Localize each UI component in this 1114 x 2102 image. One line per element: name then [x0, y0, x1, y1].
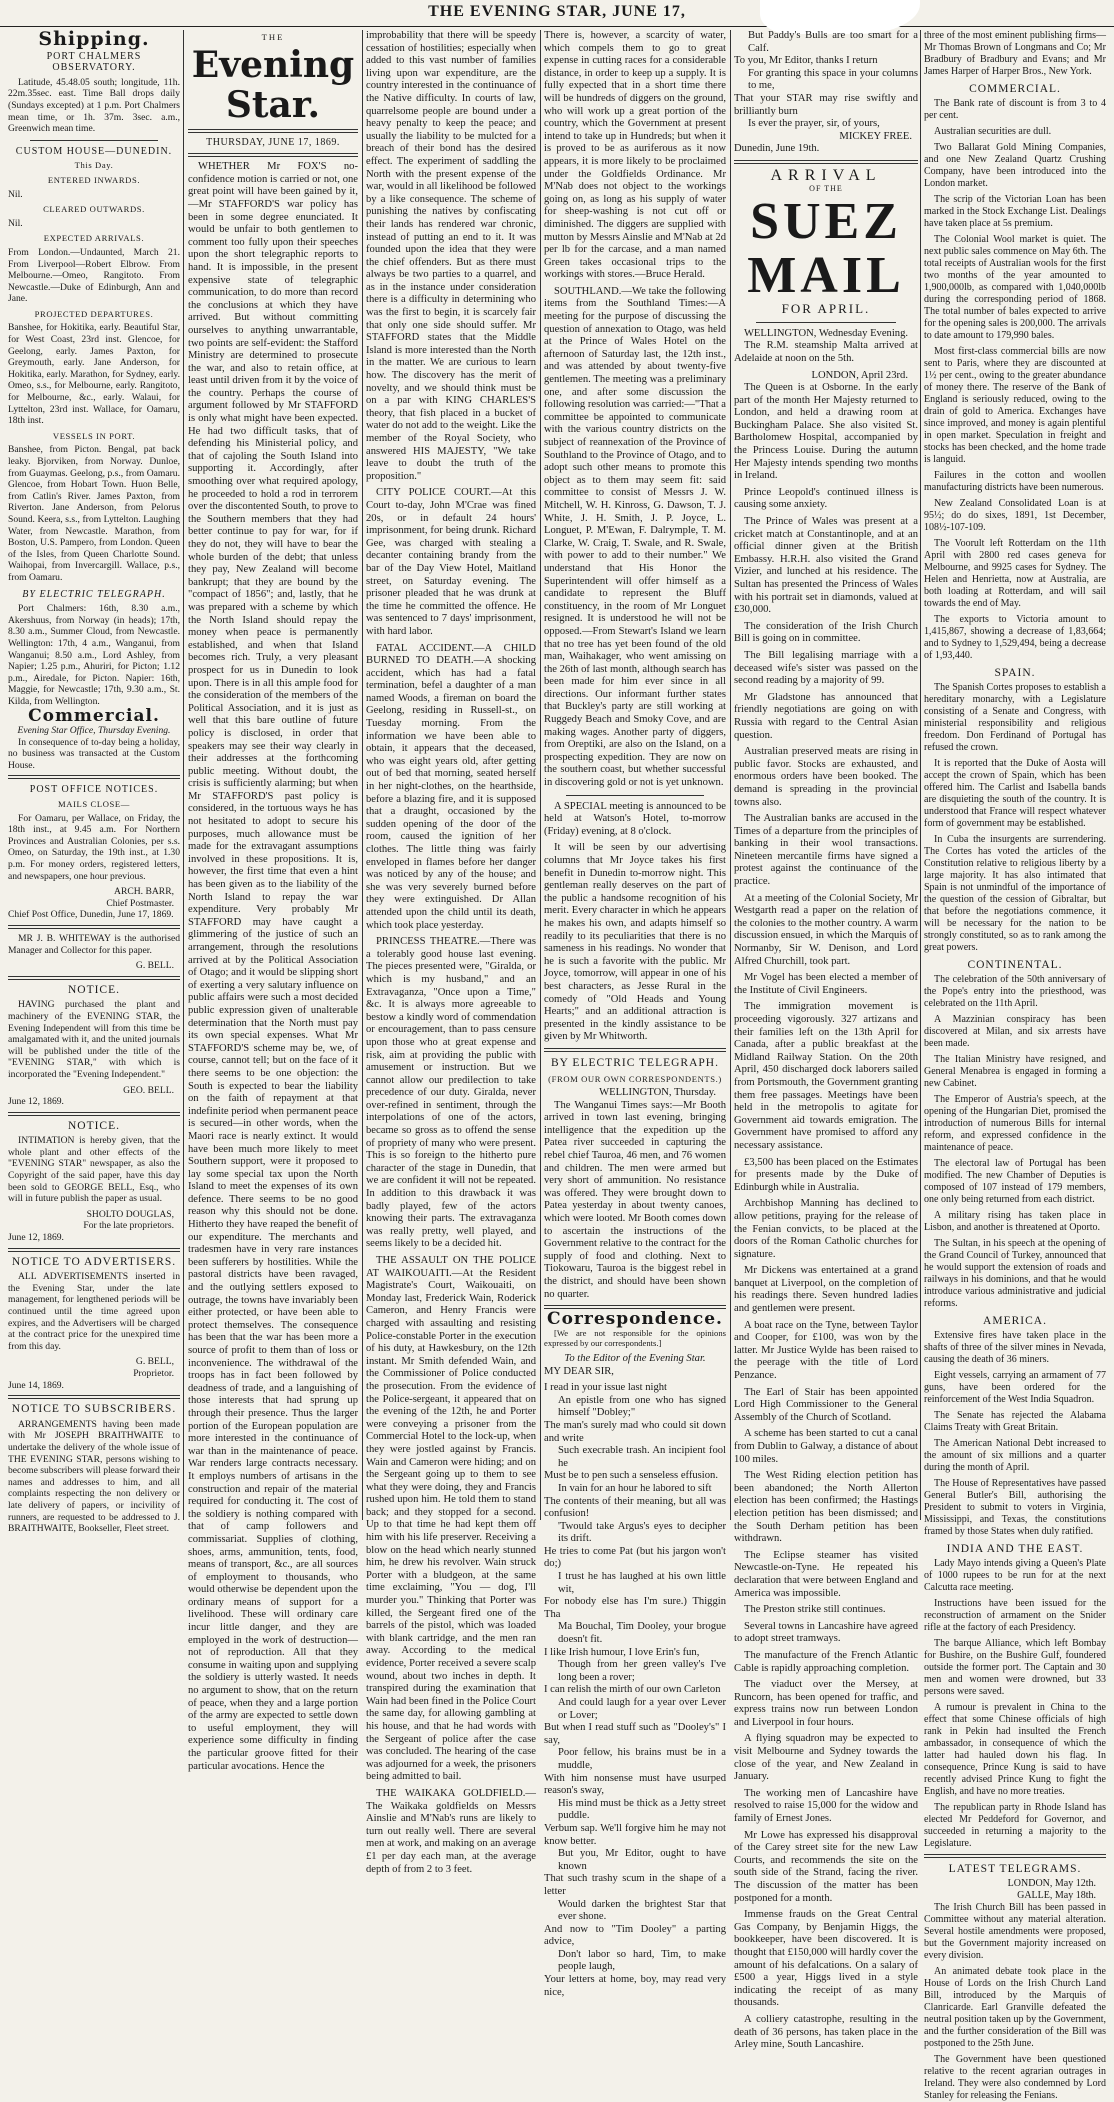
assault-text: —At the Resident Magistrate's Court, Waikouaiti, on Monday last, Frederick Wain, Roderick Cameron, and Henry Francis were charged with assaulting and resisting Police-constable Porter in the execution of his duty, at Hawkesbury, on the 12th instant. Mr Smith defended Wain, and the Commissioner of Police conducted the prosecution. From the evidence of the Police-sergeant, it appeared that on the evening of the 12th, he and Porter were conveying a prisoner from the Commercial Hotel to the lock-up, when they were jostled against by Francis. Wain and Cameron were hiding; and on the Sergeant going up to them to see what they were doing, they and Francis rushed upon him. He told them to stand back; and they stopped for a second. Up to that time he had kept them off him with his life preserver. Receiving a blow on the head which nearly stunned him, he drew his revolver. Wain struck Porter with a bludgeon, at the same time exclaiming, "You — dog, I'll murder you." Thinking that Porter was killed, the Sergeant fired one of the barrels of the pistol, which was loaded with blank cartridge, and the men ran away. According to the medical evidence, Porter received a severe scalp wound, about two inches in depth. It transpired during the examination that Wain had been fined in the Police Court the same day, for allowing gambling at his house, and that he had words with the Sergeant of police after the case was concluded. The hearing of the case was adjourned for a week, the prisoners being admitted to bail.: [366, 1267, 536, 1783]
newspaper-title: Evening Star.: [191, 43, 355, 126]
poem-line: I trust he has laughed at his own little wit,: [558, 1571, 726, 1595]
news-paragraph: A colliery catastrophe, resulting in the death of 36 persons, has taken place in the Arley mine, South Lancashire.: [734, 2013, 918, 2051]
fatal-accident-text: —A shocking accident, which has had a fatal termination, befel a daughter of a man named Woods, a fireman on board the Geelong, residing in Russell-st., on Tuesday morning. From the information we have been able to obtain, it appears that the deceased, who was eight years old, after getting out of bed that morning, seated herself in her night-clothes, on the hearthside, before a blazing fire, and it is supposed that a draught, occasioned by the sudden opening of the door of the room, caused the ignition of her clothes. The little thing was fairly enveloped in flames before her danger was noticed by any of the house; and she was very severely burned before they were extinguished. Dr Allan attended upon the child until its death, which took place yesterday.: [366, 655, 536, 931]
notice-1-date: June 12, 1869.: [8, 1096, 64, 1108]
waikaka-heading: THE WAIKAKA GOLDFIELD.: [376, 1787, 526, 1799]
poem-line: To you, Mr Editor, thanks I return: [734, 55, 878, 67]
news-paragraph: The exports to Victoria amount to 1,415,867, showing a decrease of 1,83,664; and to Sydney to 1,529,494, being a decrease of 1,93,440.: [924, 614, 1106, 661]
column-rule: [183, 30, 184, 1520]
poem-line: I can relish the mirth of our own Carleton: [544, 1684, 721, 1696]
poem-line: Verbum sap. We'll forgive him he may not know better.: [544, 1822, 726, 1847]
subscribers-heading: NOTICE TO SUBSCRIBERS.: [11, 1403, 177, 1416]
cleared-outwards-heading: CLEARED OUTWARDS.: [43, 204, 145, 215]
for-april: FOR APRIL.: [781, 301, 871, 317]
latest-dateline-london: LONDON, May 12th.: [1007, 1878, 1096, 1889]
notice-2-text: INTIMATION is hereby given, that the whole plant and other effects of the "EVENING STAR" newspaper, as also the Copyright of the said paper, have this day been sold to GEORGE BELL, Esq., who will in future publish the paper as usual.: [8, 1135, 180, 1205]
vessels-in-port-heading: VESSELS IN PORT.: [52, 430, 136, 441]
news-paragraph: The Preston strike still continues.: [744, 1604, 886, 1616]
notice-1-heading: NOTICE.: [67, 983, 121, 996]
news-paragraph: A boat race on the Tyne, between Taylor and Cooper, for £100, was won by the latter. Mr Justice Wylde has been raised to the peerage with the title of Lord Penzance.: [734, 1319, 918, 1382]
poem-line: I read in your issue last night: [544, 1382, 667, 1394]
poem-line: Must be to pen such a senseless effusion.: [544, 1470, 718, 1482]
news-paragraph: At a meeting of the Colonial Society, Mr Westgarth read a paper on the relation of the colonies to the mother country. A warm discussion ensued, in which the Marquis of Normanby, Sir W. Denison, and Lord Alfred Churchill, took part.: [734, 892, 918, 967]
column-news-correspondence: [544, 30, 727, 1998]
poem-line: An epistle from one who has signed himself "Dobley;": [558, 1394, 726, 1419]
column-rule: [920, 30, 921, 1520]
news-paragraph: The Senate has rejected the Alabama Claims Treaty with Great Britain.: [924, 1410, 1106, 1433]
torn-corner: [760, 0, 920, 34]
column-leader: [188, 30, 359, 1772]
news-paragraph: The Voorult left Rotterdam on the 11th April with 2800 red cases geneva for Melbourne, and 9925 cases for Sydney. The Helen and Henrietta, now at Australia, are both loading at Rotterdam, and will sail towards the end of May.: [924, 538, 1106, 609]
news-paragraph: Mr Vogel has been elected a member of the Institute of Civil Engineers.: [734, 972, 918, 996]
news-paragraph: A Mazzinian conspiracy has been discovered at Milan, and six arrests have been made.: [924, 1014, 1106, 1049]
poem-line: With him nonsense must have usurped reason's sway,: [544, 1772, 726, 1797]
news-paragraph: Mr Gladstone has announced that friendly negotiations are going on with Russia with regard to the Central Asian question.: [734, 691, 918, 741]
poem-line: Would darken the brightest Star that ever shone.: [558, 1898, 726, 1923]
poem-line: Poor fellow, his brains must be in a muddle,: [558, 1747, 726, 1771]
notice-1-text: HAVING purchased the plant and machinery of the EVENING STAR, the Evening Independent will from this time be amalgamated with it, and the united journals will be published under the title of the "EVENING STAR," with which is incorporated the "Evening Independent.": [8, 999, 180, 1080]
poem-line: His mind must be thick as a Jetty street puddle.: [558, 1797, 726, 1822]
entered-inwards-heading: ENTERED INWARDS.: [47, 174, 141, 185]
news-paragraph: The West Riding election petition has been abandoned; the North Allerton election has been confirmed; the Hastings election petition has been dismissed; and the South Derham petition has been withdrawn.: [734, 1470, 918, 1545]
poem-line: 'Twould take Argus's eyes to decipher its drift.: [558, 1520, 726, 1545]
telegraph-subheading: (FROM OUR OWN CORRESPONDENTS.): [548, 1073, 722, 1084]
poem-line: That your STAR may rise swiftly and brilliantly burn: [734, 92, 918, 117]
correspondence-note: [We are not responsible for the opinions expressed by our correspondents.]: [544, 1327, 726, 1349]
poem-line: For granting this space in your columns to me,: [748, 67, 918, 92]
news-paragraph: The Sultan, in his speech at the opening of the Grand Council of Turkey, announced that he would support the extension of roads and railways in his dominions, and that he would introduce various administrative and judicial reforms.: [924, 1238, 1106, 1309]
southland-heading: SOUTHLAND.: [554, 285, 622, 297]
poem-line: But Paddy's Bulls are too smart for a Calf.: [748, 30, 918, 54]
news-paragraph: An animated debate took place in the House of Lords on the Irish Church Land Bill, introduced by the Marquis of Clanricarde. Earl Granville defeated the neutral position taken up by the Government, and the further consideration of the Bill was postponed to the 25th June.: [924, 1966, 1106, 2049]
poem-line: Such execrable trash. An incipient fool he: [558, 1445, 726, 1469]
advertisers-text: ALL ADVERTISEMENTS inserted in the Evening Star, under the late management, for lengthened periods will be continued until the time agreed upon expires, and the Advertisers will be charged at the contract price for the unexpired time from this day.: [8, 1271, 180, 1352]
news-paragraph: Most first-class commercial bills are now sent to Paris, where they are discounted at 1½ per cent., owing to the greater abundance of money there. The reserve of the Bank of England is seriously reduced, owing to the drain of gold to America. Exchanges have since improved, and money is again plentiful in open market. Speculation in freight and stocks has been checked, and the home trade is languid.: [924, 346, 1106, 465]
notice-2-signature-title: For the late proprietors.: [83, 1220, 174, 1232]
news-paragraph: The electoral law of Portugal has been modified. The new Chamber of Deputies is composed of 107 instead of 179 members, one only being returned from each district.: [924, 1158, 1106, 1205]
latest-telegrams-heading: LATEST TELEGRAMS.: [948, 1863, 1082, 1875]
correspondence-poem: [544, 1382, 726, 1999]
advertisers-heading: NOTICE TO ADVERTISERS.: [11, 1255, 177, 1268]
news-paragraph: Several towns in Lancashire have agreed to adopt street tramways.: [734, 1620, 918, 1645]
news-paragraph: The Earl of Stair has been appointed Lord High Commissioner to the General Assembly of the Church of Scotland.: [734, 1386, 918, 1423]
spain-heading: SPAIN.: [994, 667, 1036, 679]
post-signature-title: Chief Postmaster.: [106, 897, 174, 909]
post-place: Chief Post Office, Dunedin, June 17, 1869.: [8, 909, 174, 921]
news-paragraph: Extensive fires have taken place in the shafts of three of the silver mines in Nevada, causing the death of 36 miners.: [924, 1330, 1106, 1365]
column-suez-mail: [734, 30, 918, 2051]
news-paragraph: The Spanish Cortes proposes to establish a hereditary monarchy, with a Legislature consisting of a Senate and Congress, with ministerial responsibility and religious freedom. Don Ferdinand of Portugal has refused the crown.: [924, 682, 1106, 753]
poem-line: The contents of their meaning, but all was confusion!: [544, 1495, 726, 1520]
poem-line: But when I read stuff such as "Dooley's" I say,: [544, 1722, 726, 1746]
post-signature: ARCH. BARR,: [114, 886, 174, 898]
poem-line: And now to "Tim Dooley" a parting advice,: [544, 1923, 726, 1948]
commercial-heading: COMMERCIAL.: [969, 83, 1061, 95]
advertisers-signature-title: Proprietor.: [133, 1367, 174, 1379]
america-heading: AMERICA.: [983, 1315, 1047, 1327]
news-paragraph: The Eclipse steamer has visited Newcastle-on-Tyne. He repeated his declaration that were between England and America was impossible.: [734, 1549, 918, 1599]
news-paragraph: The barque Alliance, which left Bombay for Bushire, on the Bushire Gulf, foundered outside the former port. The Captain and 30 men and women were drowned, but 33 persons were saved.: [924, 1638, 1106, 1697]
correspondence-to: To the Editor of the Evening Star.: [564, 1352, 706, 1364]
commercial-text: In consequence of to-day being a holiday, no business was transacted at the Custom House.: [8, 736, 180, 771]
leader-article: WHETHER Mr FOX'S no-confidence motion is carried or not, one great point will have been gained by it,—Mr STAFFORD'S war policy has been in some degree enunciated. It would be unfair to both gentlemen to comment too fully upon their speeches upon the short telegraphic reports to hand. It is impossible, in the present expensive state of telegraphic communication, to do more than record the conclusions at which they have arrived. But without committing ourselves to anything unwarrantable, two points are self-evident: the Stafford Ministry are determined to prosecute the war, and also to retain office, at least until driven from it by the voice of the country. Perhaps the course of argument followed by Mr STAFFORD is only what might have been expected. He had two difficult tasks, that of defending his Ministerial policy, and that of cajoling the South Island into supporting it. Accordingly, after smoothing over what required apology, he proceeded to hold a rod in terrorem over the discontented South, to prove to the Southern members that they had better continue to pay for war, for if they do not, they will have to bear the whole burden of the debt; that unless they pay, New Zealand will become bankrupt; that they are bound by the "compact of 1856"; and, lastly, that he was prepared with a scheme by which the North Island should repay the money when peace is permanently established, and when that Island becomes rich. Truly, a very pleasant prospect for us in Dunedin to look upon. There is in all this ample food for the consideration of the members of the Political Association, and it is just as well that this bare outline of future policy is disclosed, in order that speakers may see their way clearly in their addresses at the forthcoming public meeting. Without doubt, the crisis is sufficiently alarming; but when Mr STAFFORD'S past policy is considered, in the tortuous ways he has not hesitated to adopt to secure his purposes, much allowance must be made for the extravagant assumptions involved in these propositions. It is, however, the first time that even a hint has been given as to the liability of the North Island to repay the war expenditure. Very probably Mr STAFFORD may have caught a glimmering of the justice of such an arrangement, through the resolutions arrived at by the Political Association of Otago; and it would be slipping short of exerting a very salutary influence on public affairs were such a most decided public expression given of unalterable determination that the North must pay its own special expenses. What Mr STAFFORD'S scheme may be, we, of course, cannot tell; but on the face of it there seems to be one objection: the South is expected to bear the liability on the faith of repayment at that indefinite period when permanent peace is secured—in other words, when the Maori race is nearly extinct. It would have been much more likely to meet Southern support, were it proposed to lay some special tax upon the North Island to meet the expenses of its own defence. There seems to be no good reason why this should not be done. Hitherto they have reaped the benefit of our expenditure. The merchants and tradesmen have in very rare instances been sufferers by hostilities. While the pastoral districts have been ravaged, and the outlying settlers exposed to outrage, the towns have invariably been either protected, or have been able to protect themselves. The consequence has been that the war has been more a source of profit to them than of loss or inconvenience. The withdrawal of the troops has in fact been followed by deadness of trade, and a languishing of those interests that had sprung up through their presence. Thus the larger portion of the European population are more interested in the continuance of war than in the maintenance of peace. War renders large contracts necessary. It employs numbers of artisans in the construction and repair of the material required for conducting it. The cost of the soldiery is nothing compared with that of camp followers and commissariat. Supplies of clothing, shoes, arms, ammunition, tents, food, means of transport, &c., are all sources of employment to thousands, who would otherwise be dependent upon the ordinary means of support for a livelihood. These will ordinary care incur little danger, and they are employed in the work of destruction—not of reproduction. All that they consume in waiting upon and supplying the soldiery is utterly wasted. It needs no argument to show, that on the return of peace, when they and a large portion of the army are expected to settle down to useful employment, they will experience some difficulty in finding the particular groove fitted for their particular avocations. Hence the: [188, 161, 359, 1772]
subscribers-text: ARRANGEMENTS having been made with Mr JOSEPH BRAITHWAITE to undertake the delivery of the whole issue of THE EVENING STAR, persons wishing to become subscribers will please forward their names and addresses to him, and all complaints respecting the non delivery or late delivery of papers, or incivility of runners, are requested to be addressed to J. BRAITHWAITE, Bookseller, Fleet street.: [8, 1418, 180, 1535]
telegraph-place: WELLINGTON, Thursday.: [599, 1087, 716, 1099]
news-paragraph: Prince Leopold's continued illness is causing some anxiety.: [734, 486, 918, 511]
news-paragraph: A military rising has taken place in Lisbon, and another is threatened at Oporto.: [924, 1210, 1106, 1233]
telegraph-heading: BY ELECTRIC TELEGRAPH.: [551, 1056, 719, 1069]
advertisers-date: June 14, 1869.: [8, 1379, 64, 1391]
news-paragraph: The immigration movement is proceeding vigorously. 327 artizans and their families left on the 13th April for Canada, after a public breakfast at the Midland Railway Station. On the 20th April, 450 discharged dock laborers sailed from Portsmouth, the Government granting them free passages. Meetings have been held in the metropolis to agitate for Government aid towards emigration. The Government have promised to afford any necessary assistance.: [734, 1001, 918, 1151]
news-paragraph: Failures in the cotton and woollen manufacturing districts have been numerous.: [924, 470, 1106, 493]
poem-line: But you, Mr Editor, ought to have known: [558, 1848, 726, 1872]
poem-line: In vain for an hour he labored to sift: [558, 1482, 712, 1494]
commercial-office: Evening Star Office, Thursday Evening.: [17, 725, 171, 737]
news-paragraph: Archbishop Manning has declined to allow petitions, praying for the release of the Fenian convicts, to be placed at the doors of the Roman Catholic churches for signature.: [734, 1198, 918, 1260]
news-paragraph: Instructions have been issued for the reconstruction of armament on the Snider rifle at the factory of each Presidency.: [924, 1598, 1106, 1633]
news-paragraph: Australian securities are dull.: [934, 126, 1052, 137]
issue-date: THURSDAY, JUNE 17, 1869.: [206, 136, 340, 148]
poem-line: Your letters at home, boy, may read very nice,: [544, 1974, 726, 1998]
news-paragraph: The scrip of the Victorian Loan has been marked in the Stock Exchange List. Dealings have taken place at 5s premium.: [924, 194, 1106, 229]
expected-arrivals-heading: EXPECTED ARRIVALS.: [43, 233, 145, 244]
projected-departures-text: Banshee, for Hokitika, early. Beautiful Star, for West Coast, 23rd inst. Glencoe, for Geelong, early. James Paxton, for Greymouth, early. Jane Anderson, for Hokitika, early. Marathon, for Sydney, early. Omeo, s.s., for Melbourne, early. Rangitoto, for Melbourne, &c., early. Walaui, for Lyttelton, 23rd inst. Wallace, for Oamaru, 18th inst.: [8, 322, 180, 427]
whiteway-signature: G. BELL.: [135, 960, 174, 972]
waikaka-text: —The Waikaka goldfields on Messrs Ainslie and M'Nab's runs are likely to turn out really well. There are several men at work, and making on an average £1 per day each man, at the average depth of from 2 to 3 feet.: [366, 1787, 536, 1875]
poem-line: That such trashy scum in the shape of a letter: [544, 1873, 726, 1897]
expected-arrivals-text: From London.—Undaunted, March 21. From Liverpool—Robert Elbrow. From Melbourne.—Omeo, Rangitoto. From Newcastle.—Duke of Edinburgh, Ann and Jane.: [8, 246, 180, 305]
news-paragraph: A rumour is prevalent in China to the effect that some Chinese officials of high rank in Pekin had insulted the French ambassador, in consequence of which the latter had hauled down his flag. In consequence, Prince Kung is said to have recently advised Prince Kung to fight the English, and have no more treaties.: [924, 1702, 1106, 1797]
news-paragraph: Immense frauds on the Great Central Gas Company, by Benjamin Higgs, the bookkeeper, have been discovered. It is thought that £150,000 will hardly cover the amount of his defalcations. On a salary of £500 a year, Higgs lived in a style indicating the receipt of as many thousands.: [734, 1909, 918, 2009]
poem-date: Dunedin, June 19th.: [734, 143, 820, 155]
column-rule: [730, 30, 731, 1520]
vessels-in-port-text: Banshee, from Picton. Bengal, pat back leaky. Bjorviken, from Norway. Dunloe, from Guaymas. Geelong, p.s., from Oamaru. Glencoe, from Hobart Town. Huon Belle, from Catlin's River. James Paxton, from Riverton. Jane Anderson, from Pelorus Sound. Keera, s.s., from Lyttelton. Laughing Water, from Newcastle. Marathon, from Boston, U.S. Pampero, from London. Queen of the Isles, from Queen Charlotte Sound. Waihopai, from Invercargill. Wallace, p.s., from Oamaru.: [8, 444, 180, 583]
news-paragraph: The House of Representatives have passed General Butler's Bill, authorising the President to submit to voters in Virginia, Mississippi, and Texas, the constitutions framed by those States when duly ratified.: [924, 1478, 1106, 1537]
running-head: [0, 0, 1114, 27]
news-paragraph: The Prince of Wales was present at a cricket match at Constantinople, and at an official dinner given at the British Embassy. H.R.H. also visited the Grand Vizier, and lunched at his residence. The Sultan has presented the Princess of Wales with his portrait set in diamonds, valued at £30,000.: [734, 516, 918, 616]
news-paragraph: Two Ballarat Gold Mining Companies, and one New Zealand Quartz Crushing Company, have been introduced into the London market.: [924, 142, 1106, 189]
news-paragraph: £3,500 has been placed on the Estimates for presents made by the Duke of Edinburgh while in Australia.: [734, 1156, 918, 1193]
news-paragraph: The celebration of the 50th anniversary of the Pope's entry into the priesthood, was celebrated on the 11th April.: [924, 974, 1106, 1009]
entered-nil: Nil.: [8, 188, 23, 200]
news-paragraph: Australian preserved meats are rising in public favor. Stocks are exhausted, and enormous orders have been booked. The demand is spreading in the provincial towns also.: [734, 746, 918, 808]
customs-day: This Day.: [74, 160, 114, 171]
whiteway-notice: MR J. B. WHITEWAY is the authorised Manager and Collector for this paper.: [8, 932, 180, 956]
news-paragraph: The manufacture of the French Atlantic Cable is rapidly approaching completion.: [734, 1649, 918, 1674]
poem-line: Is ever the prayer, sir, of yours,: [748, 118, 880, 130]
poem-line: He tries to come Pat (but his jargon won't do;): [544, 1545, 726, 1570]
poem-line: And could laugh for a year over Lever or Lover;: [558, 1697, 726, 1721]
cleared-nil: Nil.: [8, 217, 23, 229]
joyce-benefit-text: It will be seen by our advertising columns that Mr Joyce takes his first benefit in Dunedin to-morrow night. This gentleman really deserves on the part of the public a handsome recognition of his merit. Every character in which he appears he makes his own, and adapts himself so readily to its peculiarities that there is no sameness in his readings. No wonder that he is such a favorite with the public. Mr Joyce, tomorrow, will appear in one of his best characters, as Jesse Rural in the comedy of "Old Heads and Young Hearts;" and an additional attraction is presented in the kindly assistance to be given by Mr Whitworth.: [544, 842, 726, 1043]
observatory-heading: PORT CHALMERS OBSERVATORY.: [46, 50, 142, 74]
column-local-news: [366, 30, 536, 1875]
news-paragraph: A scheme has been started to cut a canal from Dublin to Galway, a distance of about 100 miles.: [734, 1428, 918, 1465]
projected-departures-heading: PROJECTED DEPARTURES.: [34, 308, 154, 319]
news-paragraph: The Colonial Wool market is quiet. The next public sales commence on May 6th. The total receipts of Australian wools for the first two months of the year amounted to 1,900,000lb, as compared with 1,040,000lb during the corresponding period of 1868. The total number of bales expected to arrive for the opening sales is 200,000. The arrivals to date amount to 179,990 bales.: [924, 234, 1106, 341]
waikaka-continued: There is, however, a scarcity of water, which compels them to go to great expense in cutting races for a considerable distance, in order to keep up a supply. It is fully expected that in a short time there will be hundreds of diggers on the ground, who will work up a great portion of the country, which the Government at present intend to take up in Hundreds; but when it is proved to be as auriferous as it now appears, it is more likely to be proclaimed under the Goldfields Ordinance. Mr M'Nab does not object to the workings going on, as long as his supply of water for sheep-washing is not cut off or diminished. The diggers are supplied with mutton by Messrs Ainslie and M'Nab at 2d per lb for the carcase, and a man named Green takes occasional trips to the workings with stores.—Bruce Herald.: [544, 30, 726, 281]
post-office-text: For Oamaru, per Wallace, on Friday, the 18th inst., at 9.45 a.m. For Northern Provinces and Australian Colonies, per s.s. Omeo, on Saturday, the 19th inst., at 1.30 p.m. For money orders, registered letters, and newspapers, one hour previous.: [8, 812, 180, 882]
london-dateline: LONDON, April 23rd.: [811, 369, 908, 381]
arrival-heading: ARRIVAL: [770, 166, 882, 184]
poem-line: Though from her green valley's I've long been a rover;: [558, 1659, 726, 1683]
news-paragraph: The Government have been questioned relative to the recent agrarian outrages in Ireland. They were also condemned by Lord Stanley for releasing the Fenians.: [924, 2054, 1106, 2101]
news-paragraph: The Irish Church Bill has been passed in Committee without any material alteration. Several hostile amendments were proposed, but the Government majority increased on every division.: [924, 1902, 1106, 1961]
news-paragraph: The Queen is at Osborne. In the early part of the month Her Majesty returned to London, and held a drawing room at Buckingham Palace. She also visited St. Bartholomew Hospital, accompanied by the Princess Louise. During the autumn Her Majesty intends spending two months in Ireland.: [734, 382, 918, 482]
news-paragraph: New Zealand Consolidated Loan is at 95½; do do sixes, 1891, 1st December, 108½-107-109.: [924, 498, 1106, 533]
news-paragraph: Mr Lowe has expressed his disapproval of the Carey street site for the new Law Courts, and recommends the site on the south side of the Strand, facing the river. The discussion of the matter has been postponed for a month.: [734, 1829, 918, 1904]
leader-continued: improbability that there will be speedy cessation of hostilities; especially when added to this vast number of families living upon war expenditure, are the country interested in the continuance of the Native difficulty. In courts of law, quarrelsome people are bound under a heavy penalty to keep the peace; and usually the liability to be mulcted for a breach of their bond has the desired effect. The experiment of saddling the North with the present expense of the war, would in all likelihood be followed by a like consequence. The scheme of punishing the natives by confiscating their lands has rendered war chronic, instead of putting an end to it. It was founded upon the idea that they were the chief offenders. But as there must always be two parties to a quarrel, and as in the instance under consideration there is a difficulty in determining who was the first to begin, it is scarcely fair that only one side should suffer. Mr STAFFORD states that the Middle Island is more interested than the North in the matter. We are curious to learn how. The discovery has the merit of novelty, and we should think must be on a par with KING CHARLES'S theory, that fish placed in a bucket of water do not add to the weight. Like the member of the Royal Society, who answered HIS MAJESTY, "We take leave to doubt the truth of the proposition.": [366, 30, 536, 482]
special-meeting-text: A SPECIAL meeting is announced to be held at Watson's Hotel, to-morrow (Friday) evening, at 8 o'clock.: [544, 800, 726, 837]
assault-heading: THE ASSAULT ON THE POLICE AT WAIKOUAITI.: [366, 1255, 536, 1279]
continental-heading: CONTINENTAL.: [967, 959, 1063, 971]
running-head-text: THE EVENING STAR, JUNE 17,: [428, 3, 686, 20]
latest-dateline-galle: GALLE, May 18th.: [1017, 1890, 1096, 1901]
commercial-heading: Commercial.: [28, 706, 160, 727]
news-paragraph: The American National Debt increased to the amount of six millions and a quarter during the month of April.: [924, 1438, 1106, 1473]
malta-arrival: The R.M. steamship Malta arrived at Adelaide at noon on the 5th.: [734, 340, 918, 364]
theatre-text: —There was a tolerably good house last evening. The pieces presented were, "Giralda, or which is my husband," and an Extravaganza, "Once upon a Time," &c. It is always more agreeable to bestow a kindly word of commendation or encouragement, than to pass censure upon those who at great expense and risk, aim at providing the public with amusement or instruction. But we cannot allow our predilection to take precedence of our duty. Giralda, never over-refined in sentiment, through the interpolations of one of the actors, became so gross as to offend the sense of propriety of many who were present. This is so foreign to the hitherto pure character of the stage in Dunedin, that we are confident it will not be repeated. In addition to this drawback it was badly played, few of the actors knowing their parts. The extravaganza was really pretty, well played, and seems likely to be a decided hit.: [366, 936, 536, 1250]
column-rule: [362, 30, 363, 1520]
of-the: OF THE: [809, 183, 843, 193]
news-paragraph: The Bill legalising marriage with a deceased wife's sister was passed on the second reading by a majority of 99.: [734, 649, 918, 687]
telegraph-text: Port Chalmers: 16th, 8.30 a.m., Akershuus, from Norway (in heads); 17th, 8.30 a.m., Summer Cloud, from Newcastle. Wellington: 17th, 4 a.m., Wanganui, from Wanganui; 8.50 a.m., Lord Ashley, from Napier; 1.25 p.m., Ahuriri, for Picton; 1.12 p.m., Airedale, for Picton. Napier: 16th, Maggie, for Newcastle; 17th, 9.30 a.m., St. Kilda, from Wellington.: [8, 603, 180, 707]
suez-mail-heading: SUEZ MAIL: [747, 193, 905, 305]
correspondence-salute: MY DEAR SIR,: [544, 1365, 614, 1377]
column-rule: [540, 30, 541, 1520]
column-commercial-foreign: [924, 30, 1106, 2101]
news-paragraph: A flying squadron may be expected to visit Melbourne and Sydney towards the close of the year, and New Zealand in January.: [734, 1733, 918, 1783]
news-paragraph: In Cuba the insurgents are surrendering. The Cortes has voted the articles of the Constitution relative to religious liberty by a large majority. It has also intimated that Spain is not unmindful of the importance of the question of the cession of Gibraltar, but that before the negotiations commence, it will be necessary for the nation to be strongly constituted, so as to rank among the great powers.: [924, 834, 1106, 953]
suez-place: WELLINGTON, Wednesday Evening.: [743, 327, 909, 339]
news-paragraph: The Italian Ministry have resigned, and General Menabrea is engaged in forming a new Cabinet.: [924, 1054, 1106, 1089]
correspondence-heading: Correspondence.: [547, 1309, 723, 1330]
india-heading: INDIA AND THE EAST.: [946, 1543, 1084, 1555]
news-paragraph: Eight vessels, carrying an armament of 77 guns, have been ordered for the reinforcement of the West India Squadron.: [924, 1370, 1106, 1405]
poem-line: Ma Bouchal, Tim Dooley, your brogue doesn't fit.: [558, 1621, 726, 1646]
news-paragraph: Lady Mayo intends giving a Queen's Plate of 1000 rupees to be run for at the next Calcutta race meeting.: [924, 1558, 1106, 1593]
news-paragraph: The Emperor of Austria's speech, at the opening of the Hungarian Diet, promised the introduction of numerous Bills for internal reform, and expressed confidence in the maintenance of peace.: [924, 1094, 1106, 1153]
customs-heading: CUSTOM HOUSE—DUNEDIN.: [15, 145, 173, 157]
police-court-heading: CITY POLICE COURT.: [376, 487, 492, 499]
poem-line: I like Irish humour, I love Erin's fun,: [544, 1646, 700, 1658]
news-paragraph: The working men of Lancashire have resolved to raise 15,000 for the widow and family of Ernest Jones.: [734, 1787, 918, 1825]
theatre-heading: PRINCESS THEATRE.: [376, 936, 480, 948]
poem-line: The man's surely mad who could sit down and write: [544, 1419, 726, 1444]
news-paragraph: The republican party in Rhode Island has elected Mr Peddeford for Governor, and succeeded in returning a majority to the Legislature.: [924, 1802, 1106, 1849]
news-paragraph: The Bank rate of discount is from 3 to 4 per cent.: [924, 98, 1106, 121]
observatory-text: Latitude, 45.48.05 south; longitude, 11h. 22m.35sec. east. Time Ball drops daily (Sundays excepted) at 1 p.m. Port Chalmers mean time, or 1h. 37m. 3sec. a.m., Greenwich mean time.: [8, 76, 180, 135]
poem-signature: MICKEY FREE.: [839, 130, 912, 142]
advertisers-signature: G. BELL,: [135, 1356, 174, 1368]
shipping-heading: Shipping.: [38, 28, 150, 50]
fatal-accident-heading: FATAL ACCIDENT.—A CHILD BURNED TO DEATH.: [366, 642, 536, 667]
column-shipping: [8, 28, 180, 1535]
title-the: THE: [261, 32, 285, 42]
mails-close: MAILS CLOSE—: [58, 799, 130, 810]
news-paragraph: The consideration of the Irish Church Bill is going on in committee.: [734, 620, 918, 645]
telegraph-heading: BY ELECTRIC TELEGRAPH.: [22, 588, 166, 600]
news-paragraph: It is reported that the Duke of Aosta will accept the crown of Spain, which has been offered him. The Carlist and Isabella bands are disquieting the south of the country. It is understood that France will respect whatever form of government may be established.: [924, 758, 1106, 829]
police-court-text: —At this Court to-day, John M'Crae was fined 20s, or in default 24 hours' imprisonment, for being drunk. Richard Gee, was charged with stealing a decanter containing brandy from the bar of the Day View Hotel, Maitland street, on Saturday evening. The prisoner pleaded that he was drunk at the time he committed the offence. He was sentenced to 7 days' imprisonment, with hard labor.: [366, 487, 536, 637]
southland-text: —We take the following items from the Southland Times:—A meeting for the purpose of discussing the question of annexation to Otago, was held at the Prince of Wales Hotel on the afternoon of Saturday last, the 12th inst., and was attended by about twenty-five gentlemen. The meeting was a preliminary one, and after some discussion the following resolution was carried:—"That a committee be appointed to communicate with the various country districts on the subject of reannexation of the Province of Southland to the Province of Otago, and to adopt such other means to promote this object as to them may seem fit: said committee to consist of Messrs J. W. Mitchell, W. H. Kinross, G. Dawson, T. J. White, J. H. Smith, J. P. Joyce, L. Longuet, P. M'Ewan, F. Dalrymple, T. M. Clarke, W. Craig, T. Swale, and R. Swale, with power to add to their number." We understand that His Honor the Superintendent will offer himself as a candidate to represent the Bluff constituency, in the room of Mr Longuet resigned. It is understood he will not be opposed.—From Stewart's Island we learn that no tree has yet been found of the old man, Waihakager, who went amissing on the 26th of last month, although search has been made for him ever since in all directions. Our informant further states that Buckley's party are still working at Ruggedy Beach and Smoky Cove, and are making wages. Another party of diggers, from Oreptiki, are also on the Island, on a prospecting expedition. They are now on the southern coast, but whether successful in discovering gold or not is yet unknown.: [544, 285, 727, 789]
correspondence-poem-continued: [734, 30, 918, 131]
notice-2-date: June 12, 1869.: [8, 1232, 64, 1244]
news-paragraph: Mr Dickens was entertained at a grand banquet at Liverpool, on the completion of his readings there. Seven hundred ladies and gentlemen were present.: [734, 1265, 918, 1315]
poem-line: Don't labor so hard, Tim, to make people laugh,: [558, 1948, 726, 1973]
notice-2-signature: SHOLTO DOUGLAS,: [86, 1208, 174, 1220]
poem-line: For nobody else has I'm sure.) Thiggin Tha: [544, 1596, 726, 1620]
obituary-continued: three of the most eminent publishing firms—Mr Thomas Brown of Longmans and Co; Mr Bradbury of Bradbury and Evans; and Mr James Harper of Harper Bros., New York.: [924, 30, 1106, 77]
notice-2-heading: NOTICE.: [67, 1119, 121, 1132]
telegraph-text: The Wanganui Times says:—Mr Booth arrived in town last evening, bringing intelligence that the expedition up the Patea river succeeded in capturing the rebel chief Tauroa, 46 men, and 76 women and children. The men were armed but very short of ammunition. No resistance was offered. They were brought down to Patea yesterday in about twenty canoes, which were looted. Mr Booth comes down to ascertain the instructions of the Government relative to the contract for the supply of food and clothing. Next to Tiokowaru, Tauroa is the biggest rebel in the district, and should have been shown no quarter.: [544, 1099, 726, 1300]
post-office-heading: POST OFFICE NOTICES.: [29, 784, 159, 796]
news-paragraph: The Australian banks are accused in the Times of a departure from the principles of banking in their wool transactions. Nineteen mercantile firms have signed a protest against the continuance of the practice.: [734, 813, 918, 888]
news-paragraph: The viaduct over the Mersey, at Runcorn, has been opened for traffic, and express trains now run between London and Liverpool in four hours.: [734, 1679, 918, 1728]
notice-1-signature: GEO. BELL.: [123, 1084, 174, 1096]
